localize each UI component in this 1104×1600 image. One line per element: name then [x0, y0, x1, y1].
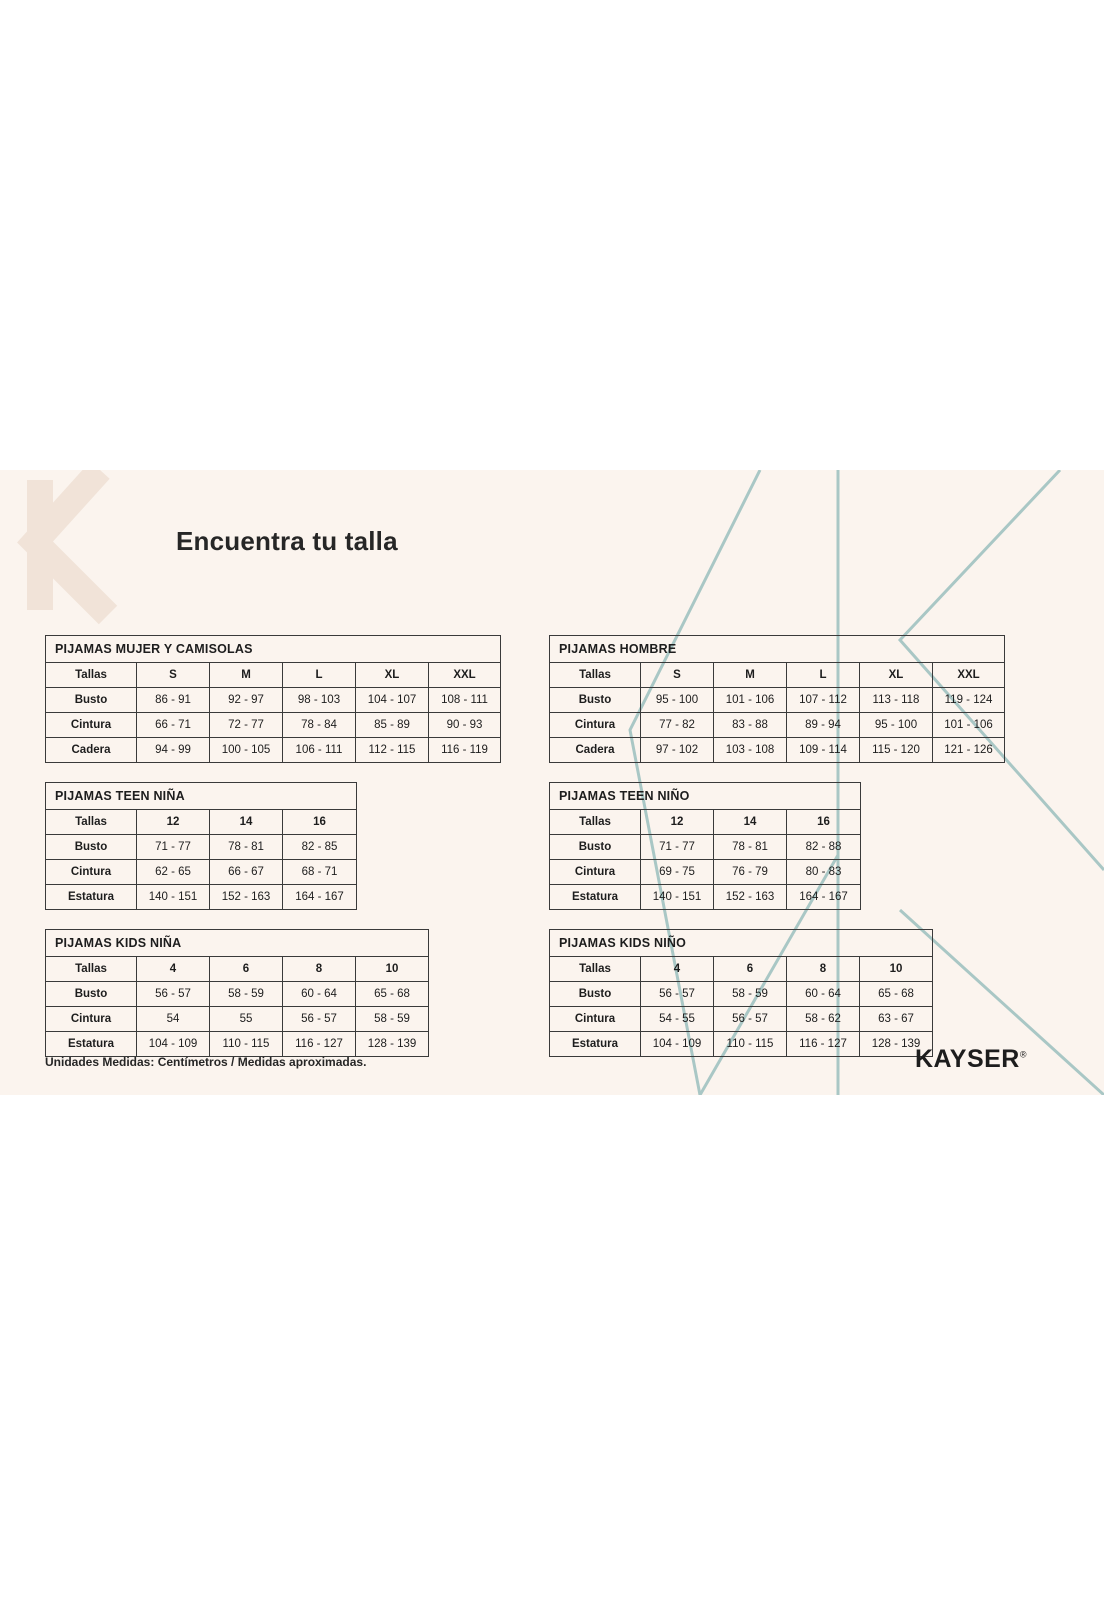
measure-cell: 58 - 59 [714, 982, 787, 1007]
size-cell: M [210, 663, 283, 688]
measure-cell: 78 - 84 [283, 713, 356, 738]
table-row [46, 1032, 429, 1057]
size-cell: 4 [137, 957, 210, 982]
measure-cell: 58 - 59 [356, 1007, 429, 1032]
measure-cell: 54 - 55 [641, 1007, 714, 1032]
measure-cell: 85 - 89 [356, 713, 429, 738]
size-cell: 14 [714, 810, 787, 835]
measure-cell: 82 - 85 [283, 835, 357, 860]
table-row [550, 1007, 933, 1032]
measure-cell: 104 - 109 [641, 1032, 714, 1057]
size-cell: L [787, 663, 860, 688]
measure-label: Busto [550, 688, 641, 713]
measure-label: Cintura [46, 1007, 137, 1032]
table-row [46, 835, 357, 860]
table-row [550, 835, 861, 860]
size-cell: 8 [787, 957, 860, 982]
table-row [46, 860, 357, 885]
table-sizes-row [550, 957, 933, 982]
table-row [46, 982, 429, 1007]
table-row [46, 885, 357, 910]
row-label: Tallas [550, 957, 641, 982]
measure-cell: 90 - 93 [429, 713, 501, 738]
measure-cell: 164 - 167 [283, 885, 357, 910]
measure-label: Estatura [550, 1032, 641, 1057]
measure-label: Busto [46, 835, 137, 860]
measure-cell: 128 - 139 [860, 1032, 933, 1057]
table-block-teen-nino [549, 782, 1004, 910]
page-title: Encuentra tu talla [176, 526, 398, 556]
table-header-row [46, 783, 357, 810]
brand-logo [915, 1045, 1027, 1074]
size-cell: 6 [210, 957, 283, 982]
size-guide-sheet [0, 470, 1104, 1095]
measure-cell: 128 - 139 [356, 1032, 429, 1057]
measure-label: Cadera [46, 738, 137, 763]
measure-label: Busto [550, 982, 641, 1007]
measure-label: Cintura [550, 860, 641, 885]
measure-cell: 66 - 71 [137, 713, 210, 738]
measure-label: Estatura [46, 885, 137, 910]
size-cell: 8 [283, 957, 356, 982]
row-label: Tallas [46, 810, 137, 835]
measure-label: Busto [46, 982, 137, 1007]
units-footnote: Unidades Medidas: Centímetros / Medidas aproximadas. [45, 1055, 367, 1069]
table-title: PIJAMAS MUJER Y CAMISOLAS [46, 636, 501, 663]
row-label: Tallas [550, 810, 641, 835]
measure-cell: 60 - 64 [787, 982, 860, 1007]
table-row [550, 982, 933, 1007]
measure-cell: 63 - 67 [860, 1007, 933, 1032]
size-cell: M [714, 663, 787, 688]
table-header-row [550, 930, 933, 957]
row-label: Tallas [46, 957, 137, 982]
size-cell: 6 [714, 957, 787, 982]
measure-cell: 106 - 111 [283, 738, 356, 763]
measure-cell: 95 - 100 [641, 688, 714, 713]
size-cell: 10 [860, 957, 933, 982]
table-block-kids-nino [549, 929, 1004, 1057]
table-row [46, 713, 501, 738]
measure-cell: 107 - 112 [787, 688, 860, 713]
table-header-row [550, 783, 861, 810]
measure-cell: 83 - 88 [714, 713, 787, 738]
size-cell: S [137, 663, 210, 688]
size-cell: L [283, 663, 356, 688]
table-title: PIJAMAS KIDS NIÑO [550, 930, 933, 957]
measure-cell: 164 - 167 [787, 885, 861, 910]
measure-cell: 94 - 99 [137, 738, 210, 763]
measure-cell: 62 - 65 [137, 860, 210, 885]
size-cell: 16 [787, 810, 861, 835]
measure-cell: 65 - 68 [860, 982, 933, 1007]
measure-cell: 71 - 77 [137, 835, 210, 860]
measure-cell: 72 - 77 [210, 713, 283, 738]
right-column [549, 635, 1004, 1076]
table-header-row [46, 930, 429, 957]
size-cell: S [641, 663, 714, 688]
measure-label: Cintura [550, 1007, 641, 1032]
table-block-teen-nina [45, 782, 500, 910]
table-header-row [46, 636, 501, 663]
measure-cell: 101 - 106 [933, 713, 1005, 738]
measure-cell: 97 - 102 [641, 738, 714, 763]
measure-cell: 115 - 120 [860, 738, 933, 763]
measure-label: Cintura [46, 713, 137, 738]
table-title: PIJAMAS KIDS NIÑA [46, 930, 429, 957]
row-label: Tallas [550, 663, 641, 688]
size-cell: 4 [641, 957, 714, 982]
measure-cell: 140 - 151 [641, 885, 714, 910]
size-cell: 12 [641, 810, 714, 835]
size-table-kids-nina [45, 929, 429, 1057]
measure-cell: 56 - 57 [137, 982, 210, 1007]
measure-label: Busto [46, 688, 137, 713]
measure-cell: 116 - 127 [283, 1032, 356, 1057]
measure-cell: 56 - 57 [641, 982, 714, 1007]
table-row [550, 885, 861, 910]
measure-cell: 121 - 126 [933, 738, 1005, 763]
table-row [550, 713, 1005, 738]
measure-cell: 140 - 151 [137, 885, 210, 910]
measure-label: Busto [550, 835, 641, 860]
measure-cell: 78 - 81 [210, 835, 283, 860]
measure-cell: 56 - 57 [714, 1007, 787, 1032]
table-block-mujer [45, 635, 500, 763]
size-cell: XXL [933, 663, 1005, 688]
row-label: Tallas [46, 663, 137, 688]
size-cell: XL [356, 663, 429, 688]
table-row [46, 738, 501, 763]
measure-cell: 100 - 105 [210, 738, 283, 763]
table-block-kids-nina [45, 929, 500, 1057]
brand-name: KAYSER [914, 1045, 1020, 1073]
measure-cell: 103 - 108 [714, 738, 787, 763]
measure-cell: 104 - 107 [356, 688, 429, 713]
table-row [46, 1007, 429, 1032]
table-sizes-row [46, 810, 357, 835]
table-row [550, 1032, 933, 1057]
measure-cell: 77 - 82 [641, 713, 714, 738]
size-table-teen-nino [549, 782, 861, 910]
table-header-row [550, 636, 1005, 663]
measure-label: Cadera [550, 738, 641, 763]
table-sizes-row [550, 663, 1005, 688]
measure-cell: 65 - 68 [356, 982, 429, 1007]
size-table-hombre [549, 635, 1005, 763]
registered-trademark-icon: ® [1019, 1049, 1027, 1060]
table-title: PIJAMAS TEEN NIÑA [46, 783, 357, 810]
measure-cell: 116 - 119 [429, 738, 501, 763]
table-sizes-row [550, 810, 861, 835]
size-cell: 12 [137, 810, 210, 835]
table-title: PIJAMAS TEEN NIÑO [550, 783, 861, 810]
size-table-mujer [45, 635, 501, 763]
measure-cell: 58 - 59 [210, 982, 283, 1007]
measure-cell: 152 - 163 [714, 885, 787, 910]
size-cell: 14 [210, 810, 283, 835]
size-cell: 16 [283, 810, 357, 835]
measure-cell: 113 - 118 [860, 688, 933, 713]
size-table-teen-nina [45, 782, 357, 910]
table-row [46, 688, 501, 713]
measure-cell: 54 [137, 1007, 210, 1032]
measure-cell: 104 - 109 [137, 1032, 210, 1057]
measure-cell: 119 - 124 [933, 688, 1005, 713]
measure-label: Cintura [46, 860, 137, 885]
measure-label: Estatura [550, 885, 641, 910]
table-sizes-row [46, 663, 501, 688]
measure-cell: 86 - 91 [137, 688, 210, 713]
table-block-hombre [549, 635, 1004, 763]
table-row [550, 738, 1005, 763]
measure-cell: 112 - 115 [356, 738, 429, 763]
measure-cell: 108 - 111 [429, 688, 501, 713]
measure-cell: 110 - 115 [714, 1032, 787, 1057]
measure-cell: 76 - 79 [714, 860, 787, 885]
measure-cell: 92 - 97 [210, 688, 283, 713]
measure-cell: 66 - 67 [210, 860, 283, 885]
measure-cell: 152 - 163 [210, 885, 283, 910]
size-cell: 10 [356, 957, 429, 982]
measure-cell: 82 - 88 [787, 835, 861, 860]
measure-cell: 98 - 103 [283, 688, 356, 713]
measure-cell: 110 - 115 [210, 1032, 283, 1057]
measure-cell: 58 - 62 [787, 1007, 860, 1032]
measure-cell: 55 [210, 1007, 283, 1032]
measure-cell: 68 - 71 [283, 860, 357, 885]
table-row [550, 688, 1005, 713]
measure-cell: 69 - 75 [641, 860, 714, 885]
measure-label: Cintura [550, 713, 641, 738]
measure-cell: 101 - 106 [714, 688, 787, 713]
measure-cell: 78 - 81 [714, 835, 787, 860]
size-cell: XL [860, 663, 933, 688]
table-sizes-row [46, 957, 429, 982]
table-row [550, 860, 861, 885]
measure-cell: 56 - 57 [283, 1007, 356, 1032]
measure-cell: 60 - 64 [283, 982, 356, 1007]
measure-cell: 71 - 77 [641, 835, 714, 860]
measure-cell: 116 - 127 [787, 1032, 860, 1057]
table-title: PIJAMAS HOMBRE [550, 636, 1005, 663]
size-table-kids-nino [549, 929, 933, 1057]
measure-cell: 89 - 94 [787, 713, 860, 738]
size-cell: XXL [429, 663, 501, 688]
measure-cell: 95 - 100 [860, 713, 933, 738]
measure-label: Estatura [46, 1032, 137, 1057]
left-column [45, 635, 500, 1076]
measure-cell: 109 - 114 [787, 738, 860, 763]
measure-cell: 80 - 83 [787, 860, 861, 885]
